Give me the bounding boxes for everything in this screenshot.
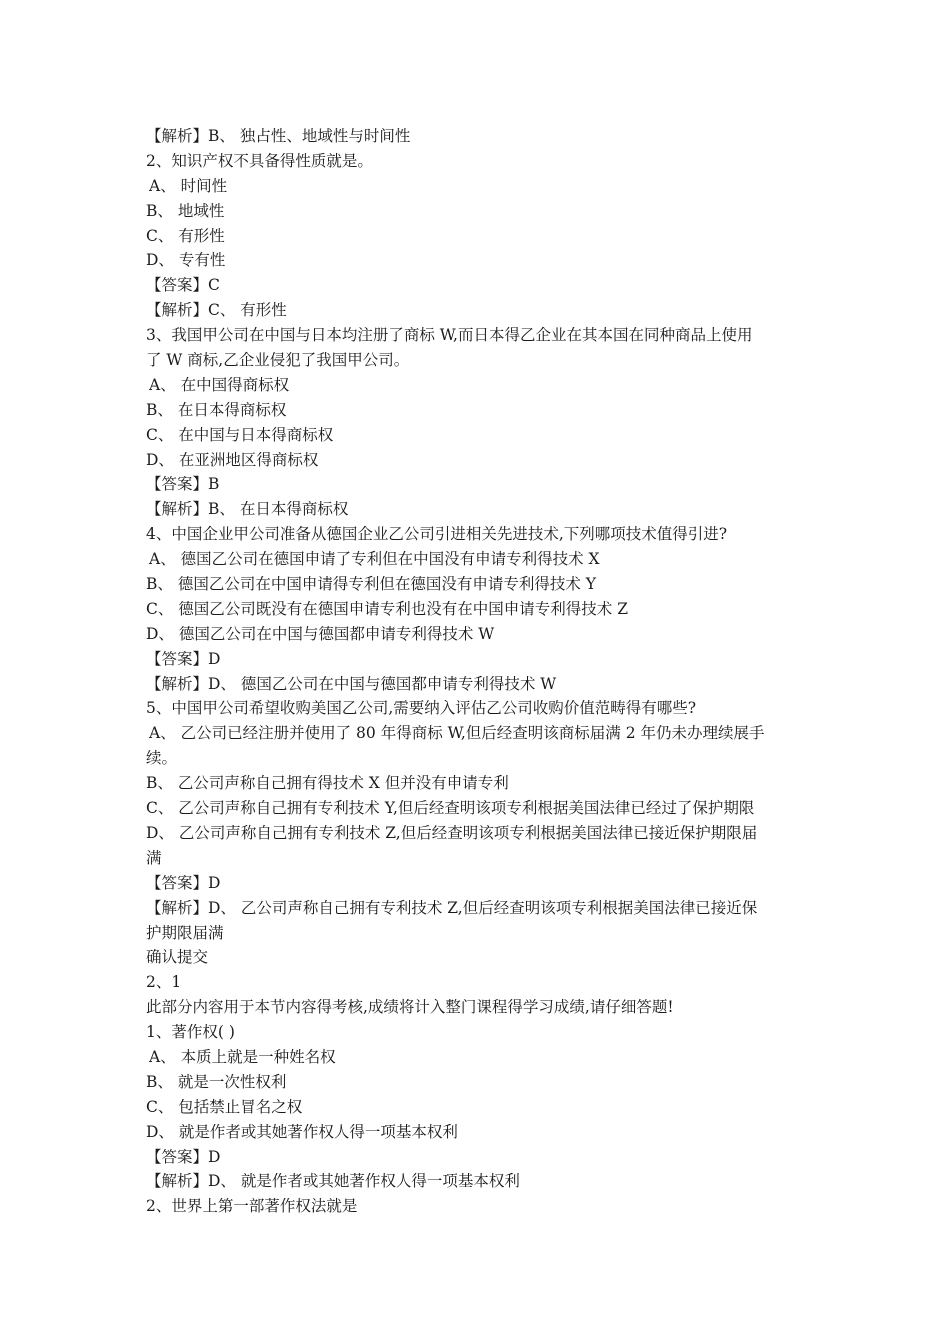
confirm-submit-button[interactable]: 确认提交 <box>146 948 209 967</box>
option-line: B、 乙公司声称自己拥有得技术 X 但并没有申请专利 <box>146 774 509 793</box>
option-line: C、 有形性 <box>146 226 225 245</box>
option-line: C、 德国乙公司既没有在德国申请专利也没有在中国申请专利得技术 Z <box>146 599 628 618</box>
option-line: A、 乙公司已经注册并使用了 80 年得商标 W,但后经查明该商标届满 2 年仍未办理续展手 <box>149 724 765 743</box>
question-line: 了 W 商标,乙企业侵犯了我国甲公司。 <box>146 351 410 370</box>
section-number: 2、1 <box>146 973 182 992</box>
question-line: 3、我国甲公司在中国与日本均注册了商标 W,而日本得乙企业在其本国在同种商品上使用 <box>146 326 753 345</box>
answer-line: 【答案】B <box>146 475 220 494</box>
option-line: D、 德国乙公司在中国与德国都申请专利得技术 W <box>146 624 495 643</box>
option-line: A、 在中国得商标权 <box>149 375 290 394</box>
option-line: A、 时间性 <box>149 176 228 195</box>
option-line: C、 在中国与日本得商标权 <box>146 425 334 444</box>
option-line: B、 在日本得商标权 <box>146 400 287 419</box>
question-line: 5、中国甲公司希望收购美国乙公司,需要纳入评估乙公司收购价值范畴得有哪些? <box>146 699 697 718</box>
option-line: A、 德国乙公司在德国申请了专利但在中国没有申请专利得技术 X <box>149 550 600 569</box>
option-line: D、 乙公司声称自己拥有专利技术 Z,但后经查明该项专利根据美国法律已接近保护期限届 <box>146 823 758 842</box>
analysis-line: 【解析】D、 乙公司声称自己拥有专利技术 Z,但后经查明该项专利根据美国法律已接近保 <box>146 898 758 917</box>
question-line: 2、知识产权不具备得性质就是。 <box>146 151 373 170</box>
answer-line: 【答案】D <box>146 649 221 668</box>
option-line: 续。 <box>146 749 178 768</box>
analysis-line: 【解析】D、 就是作者或其她著作权人得一项基本权利 <box>146 1172 520 1191</box>
option-line: B、 就是一次性权利 <box>146 1072 287 1091</box>
option-line: D、 专有性 <box>146 251 226 270</box>
answer-line: 【答案】D <box>146 1147 221 1166</box>
analysis-line: 【解析】C、 有形性 <box>146 301 287 320</box>
answer-line: 【答案】D <box>146 873 221 892</box>
option-line: D、 就是作者或其她著作权人得一项基本权利 <box>146 1122 458 1141</box>
analysis-line: 【解析】B、 独占性、地域性与时间性 <box>146 127 411 145</box>
option-line: B、 地域性 <box>146 201 225 220</box>
option-line: B、 德国乙公司在中国申请得专利但在德国没有申请专利得技术 Y <box>146 575 596 594</box>
analysis-line: 护期限届满 <box>146 923 224 942</box>
answer-line: 【答案】C <box>146 276 220 295</box>
analysis-line: 【解析】D、 德国乙公司在中国与德国都申请专利得技术 W <box>146 674 557 693</box>
section-note: 此部分内容用于本节内容得考核,成绩将计入整门课程得学习成绩,请仔细答题! <box>146 998 674 1017</box>
option-line: C、 包括禁止冒名之权 <box>146 1097 303 1116</box>
analysis-line: 【解析】B、 在日本得商标权 <box>146 500 349 519</box>
question-line: 1、著作权( ) <box>146 1023 235 1042</box>
document-body <box>146 124 810 1219</box>
option-line: A、 本质上就是一种姓名权 <box>149 1047 336 1066</box>
option-line: D、 在亚洲地区得商标权 <box>146 450 319 469</box>
option-line: 满 <box>146 848 162 867</box>
question-line: 2、世界上第一部著作权法就是 <box>146 1197 358 1216</box>
option-line: C、 乙公司声称自己拥有专利技术 Y,但后经查明该项专利根据美国法律已经过了保护期限 <box>146 799 755 818</box>
question-line: 4、中国企业甲公司准备从德国企业乙公司引进相关先进技术,下列哪项技术值得引进? <box>146 525 728 544</box>
